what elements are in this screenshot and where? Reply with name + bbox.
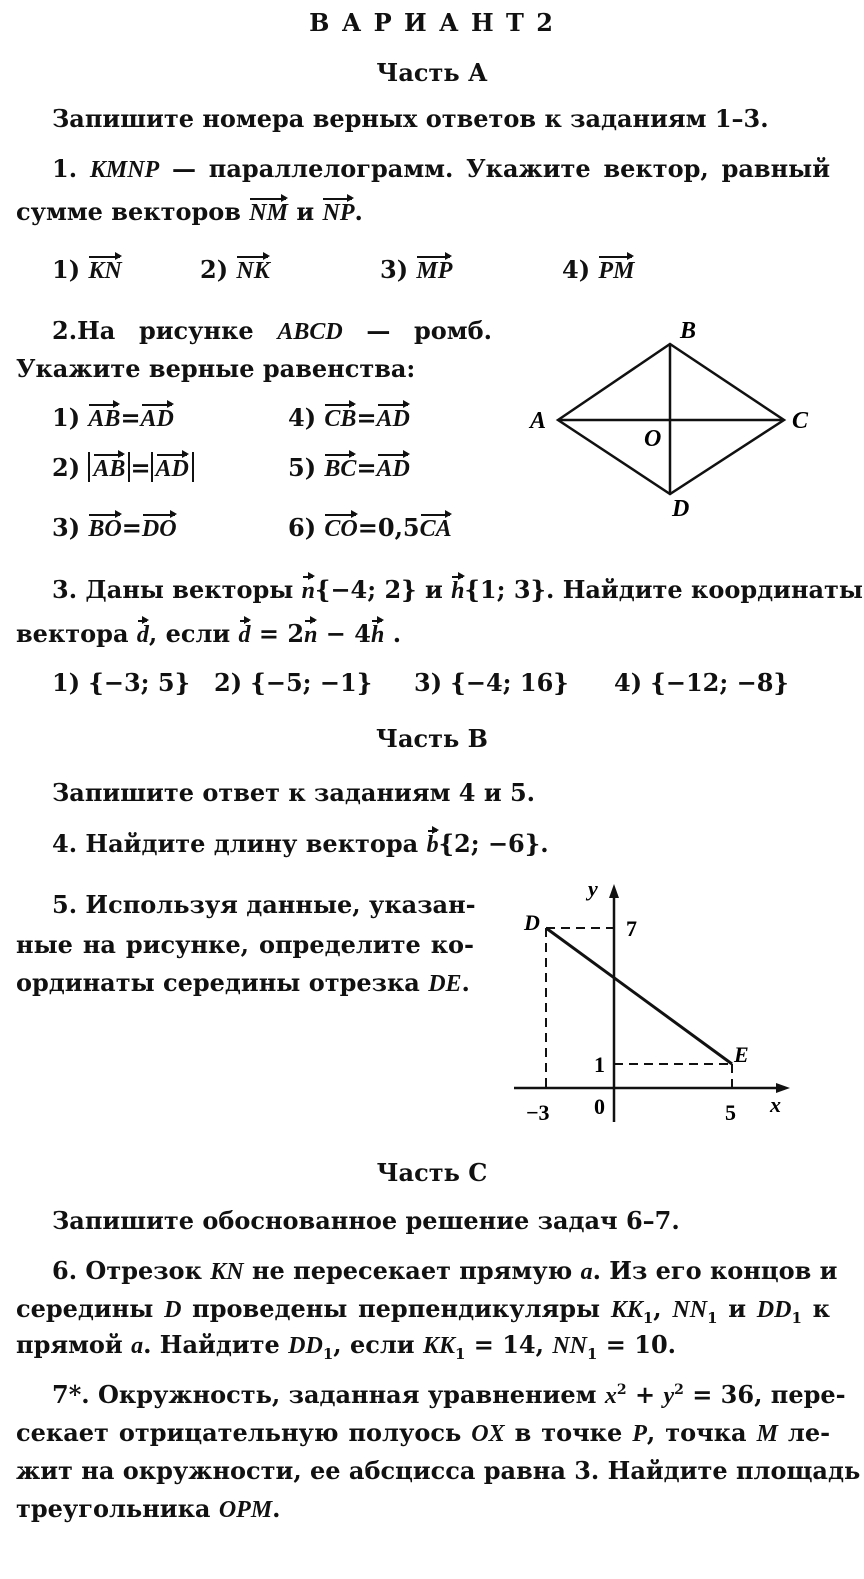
q5-line1: 5. Используя данные, указан- bbox=[52, 890, 476, 919]
rhombus-figure bbox=[520, 310, 830, 525]
tick-7: 7 bbox=[626, 916, 637, 941]
part-a-instruction: Запишите номера верных ответов к заданиям 1–3. bbox=[52, 104, 769, 133]
part-a-title: Часть А bbox=[376, 58, 488, 87]
q1-option-2: 2) NK bbox=[200, 255, 270, 284]
tick-5: 5 bbox=[725, 1100, 736, 1125]
q1-option-3: 3) MP bbox=[380, 255, 453, 284]
part-b-instruction: Запишите ответ к заданиям 4 и 5. bbox=[52, 778, 536, 807]
q6-line3: прямой a. Найдите $DD_1$, если $KK_1 = 14$, $NN_1 = 10$. bbox=[16, 1330, 677, 1363]
tick-minus-3: −3 bbox=[526, 1100, 550, 1125]
label-o: O bbox=[644, 426, 662, 452]
q7-line2: секает отрицательную полуось OX в точке P, точка M ле- bbox=[16, 1418, 831, 1447]
coordinate-graph bbox=[500, 874, 800, 1136]
label-d: D bbox=[672, 496, 690, 522]
q1-line1: 1. KMNP — параллелограмм. Укажите вектор, равный bbox=[52, 154, 831, 183]
q3-option-3: 3) {−4; 16} bbox=[414, 668, 569, 697]
q2-option-1: 1) AB=AD bbox=[52, 403, 174, 432]
q5-line2: ные на рисунке, определите ко- bbox=[16, 930, 474, 959]
q2-line2: Укажите верные равенства: bbox=[16, 354, 416, 383]
q6-line1: 6. Отрезок KN не пересекает прямую a. Из его концов и bbox=[52, 1256, 838, 1285]
y-axis-label: y bbox=[588, 876, 598, 901]
label-b: B bbox=[680, 318, 697, 344]
y-axis-arrow bbox=[609, 884, 619, 898]
label-a: A bbox=[530, 408, 547, 434]
point-e-label: E bbox=[734, 1042, 749, 1067]
q1-option-4: 4) PM bbox=[562, 255, 635, 284]
q2-option-3: 3) BO=DO bbox=[52, 513, 177, 542]
q2-line1: 2.На рисунке ABCD — ромб. bbox=[52, 316, 492, 345]
q3-option-2: 2) {−5; −1} bbox=[214, 668, 373, 697]
q7-line4: треугольника OPM. bbox=[16, 1494, 281, 1523]
q3-option-1: 1) {−3; 5} bbox=[52, 668, 191, 697]
q4-text: 4. Найдите длину вектора b{2; −6}. bbox=[52, 829, 549, 858]
vector-np: NP bbox=[322, 196, 354, 227]
q5-line3: ординаты середины отрезка DE. bbox=[16, 968, 470, 997]
q2-option-4: 4) CB=AD bbox=[288, 403, 410, 432]
x-axis-label: x bbox=[770, 1092, 781, 1117]
q2-option-5: 5) BC=AD bbox=[288, 453, 410, 482]
segment-de bbox=[546, 928, 732, 1064]
q2-option-6: 6) CO=0,5CA bbox=[288, 513, 452, 542]
q1-option-1: 1) KN bbox=[52, 255, 122, 284]
q2-option-2: 2) AB = AD bbox=[52, 452, 194, 482]
vector-nm: NM bbox=[249, 196, 288, 227]
q3-line1: 3. Даны векторы n{−4; 2} и h{1; 3}. Найдите координаты bbox=[52, 575, 863, 604]
tick-1: 1 bbox=[594, 1052, 605, 1077]
q1-line2: сумме векторов NM и NP. bbox=[16, 197, 363, 226]
tick-0: 0 bbox=[594, 1094, 605, 1119]
label-c: C bbox=[792, 408, 809, 434]
q3-option-4: 4) {−12; −8} bbox=[614, 668, 789, 697]
part-c-instruction: Запишите обоснованное решение задач 6–7. bbox=[52, 1206, 680, 1235]
part-b-title: Часть В bbox=[376, 724, 488, 753]
q7-line3: жит на окружности, ее абсцисса равна 3. Найдите площадь bbox=[16, 1456, 861, 1485]
point-d-label: D bbox=[524, 910, 540, 935]
q3-line2: вектора d, если d = 2n − 4h . bbox=[16, 619, 402, 648]
q7-line1: 7*. Окружность, заданная уравнением $x^2 + y^2 = 36$, пере- bbox=[52, 1380, 846, 1409]
part-c-title: Часть С bbox=[376, 1158, 488, 1187]
q6-line2: середины D проведены перпендикуляры $KK_1$, $NN_1$ и $DD_1$ к bbox=[16, 1294, 830, 1327]
variant-title: В А Р И А Н Т 2 bbox=[309, 8, 555, 37]
